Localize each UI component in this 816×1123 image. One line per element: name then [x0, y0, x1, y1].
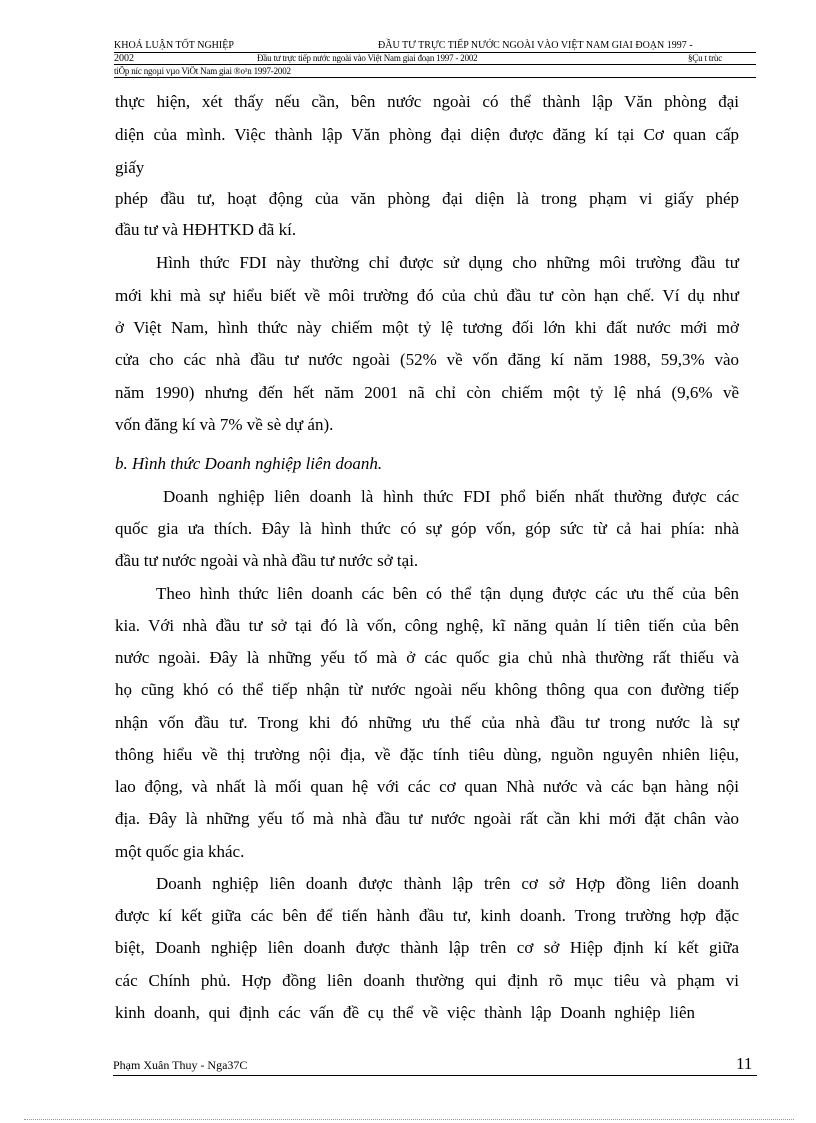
- header-rule-bottom: [114, 77, 756, 78]
- body-line: mới khi mà sự hiểu biết về môi trường đó của chủ đầu tư còn hạn chế. Ví dụ như: [115, 286, 739, 305]
- body-line: Hình thức FDI này thường chỉ được sử dụng cho những môi trường đầu tư: [156, 253, 739, 272]
- body-line: kia. Với nhà đầu tư sở tại đó là vốn, công nghệ, kĩ năng quản lí tiên tiến của bên: [115, 616, 739, 635]
- body-line: giấy: [115, 158, 145, 177]
- body-line: họ cũng khó có thể tiếp nhận từ nước ngoài nếu không thông qua con đường tiếp: [115, 680, 739, 699]
- body-line: phép đầu tư, hoạt động của văn phòng đại diện là trong phạm vi giấy phép: [115, 189, 739, 208]
- body-line: kinh doanh, qui định các vấn đề cụ thể về việc thành lập Doanh nghiệp liên: [115, 1003, 695, 1022]
- body-line: địa. Đây là những yếu tố mà nhà đầu tư nước ngoài rất cần khi mới đặt chân vào: [115, 809, 739, 828]
- header-year: 2002: [114, 53, 134, 64]
- page-edge-divider: [24, 1119, 794, 1120]
- header-left-title: KHOÁ LUẬN TỐT NGHIỆP: [114, 40, 234, 51]
- header-rule-mid: [114, 64, 756, 65]
- page-number: 11: [736, 1054, 753, 1073]
- body-line: nước ngoài. Đây là những yếu tố mà ở các quốc gia chủ nhà thường rất thiếu và: [115, 648, 739, 667]
- header-subtitle-right: §Çu t trùc: [688, 53, 722, 63]
- body-line: Theo hình thức liên doanh các bên có thể tận dụng được các ưu thế của bên: [156, 584, 739, 603]
- body-line: các Chính phủ. Hợp đồng liên doanh thường qui định rõ mục tiêu và phạm vi: [115, 971, 739, 990]
- body-line: nhận vốn đầu tư. Trong khi đó những ưu thế của nhà đầu tư trong nước là sự: [115, 713, 739, 732]
- body-line: Doanh nghiệp liên doanh được thành lập trên cơ sở Hợp đồng liên doanh: [156, 874, 739, 893]
- body-line: lao động, và nhất là mối quan hệ với các cơ quan Nhà nước và các bạn hàng nội: [115, 777, 739, 796]
- body-line: đầu tư và HĐHTKD đã kí.: [115, 220, 297, 239]
- header-right-title: ĐẦU TƯ TRỰC TIẾP NƯỚC NGOÀI VÀO VIỆT NAM GIAI ĐOẠN 1997 -: [378, 40, 693, 51]
- body-line: diện của mình. Việc thành lập Văn phòng đại diện được đăng kí tại Cơ quan cấp: [115, 125, 739, 144]
- section-heading: b. Hình thức Doanh nghiệp liên doanh.: [115, 454, 383, 473]
- body-line: một quốc gia khác.: [115, 842, 245, 861]
- footer-author: Phạm Xuân Thuy - Nga37C: [113, 1058, 248, 1072]
- body-line: cửa cho các nhà đầu tư nước ngoài (52% về vốn đăng kí năm 1988, 59,3% vào: [115, 350, 739, 369]
- header-garbled-subtitle: tiÕp níc ngoµi vµo ViÖt Nam giai ®o¹n 1997-2002: [114, 66, 291, 76]
- footer-rule: [113, 1075, 757, 1076]
- header-subtitle: Đầu tư trực tiếp nước ngoài vào Việt Nam giai đoạn 1997 - 2002: [257, 53, 478, 63]
- body-line: biệt, Doanh nghiệp liên doanh được thành lập trên cơ sở Hiệp định kí kết giữa: [115, 938, 739, 957]
- body-line: được kí kết giữa các bên để tiến hành đầu tư, kinh doanh. Trong trường hợp đặc: [115, 906, 739, 925]
- body-line: quốc gia ưa thích. Đây là hình thức có sự góp vốn, góp sức từ cả hai phía: nhà: [115, 519, 739, 538]
- body-line: vốn đăng kí và 7% về sè dự án).: [115, 415, 334, 434]
- body-line: thực hiện, xét thấy nếu cần, bên nước ngoài có thể thành lập Văn phòng đại: [115, 92, 739, 111]
- body-line: ở Việt Nam, hình thức này chiếm một tỷ lệ tương đối lớn khi đất nước mới mở: [115, 318, 739, 337]
- body-line: đầu tư nước ngoài và nhà đầu tư nước sở tại.: [115, 551, 419, 570]
- body-line: Doanh nghiệp liên doanh là hình thức FDI phổ biến nhất thường được các: [163, 487, 739, 506]
- body-line: năm 1990) nhưng đến hết năm 2001 nã chỉ còn chiếm một tỷ lệ nhá (9,6% về: [115, 383, 739, 402]
- body-line: thông hiểu về thị trường nội địa, về đặc tính tiêu dùng, nguồn nguyên nhiên liệu,: [115, 745, 739, 764]
